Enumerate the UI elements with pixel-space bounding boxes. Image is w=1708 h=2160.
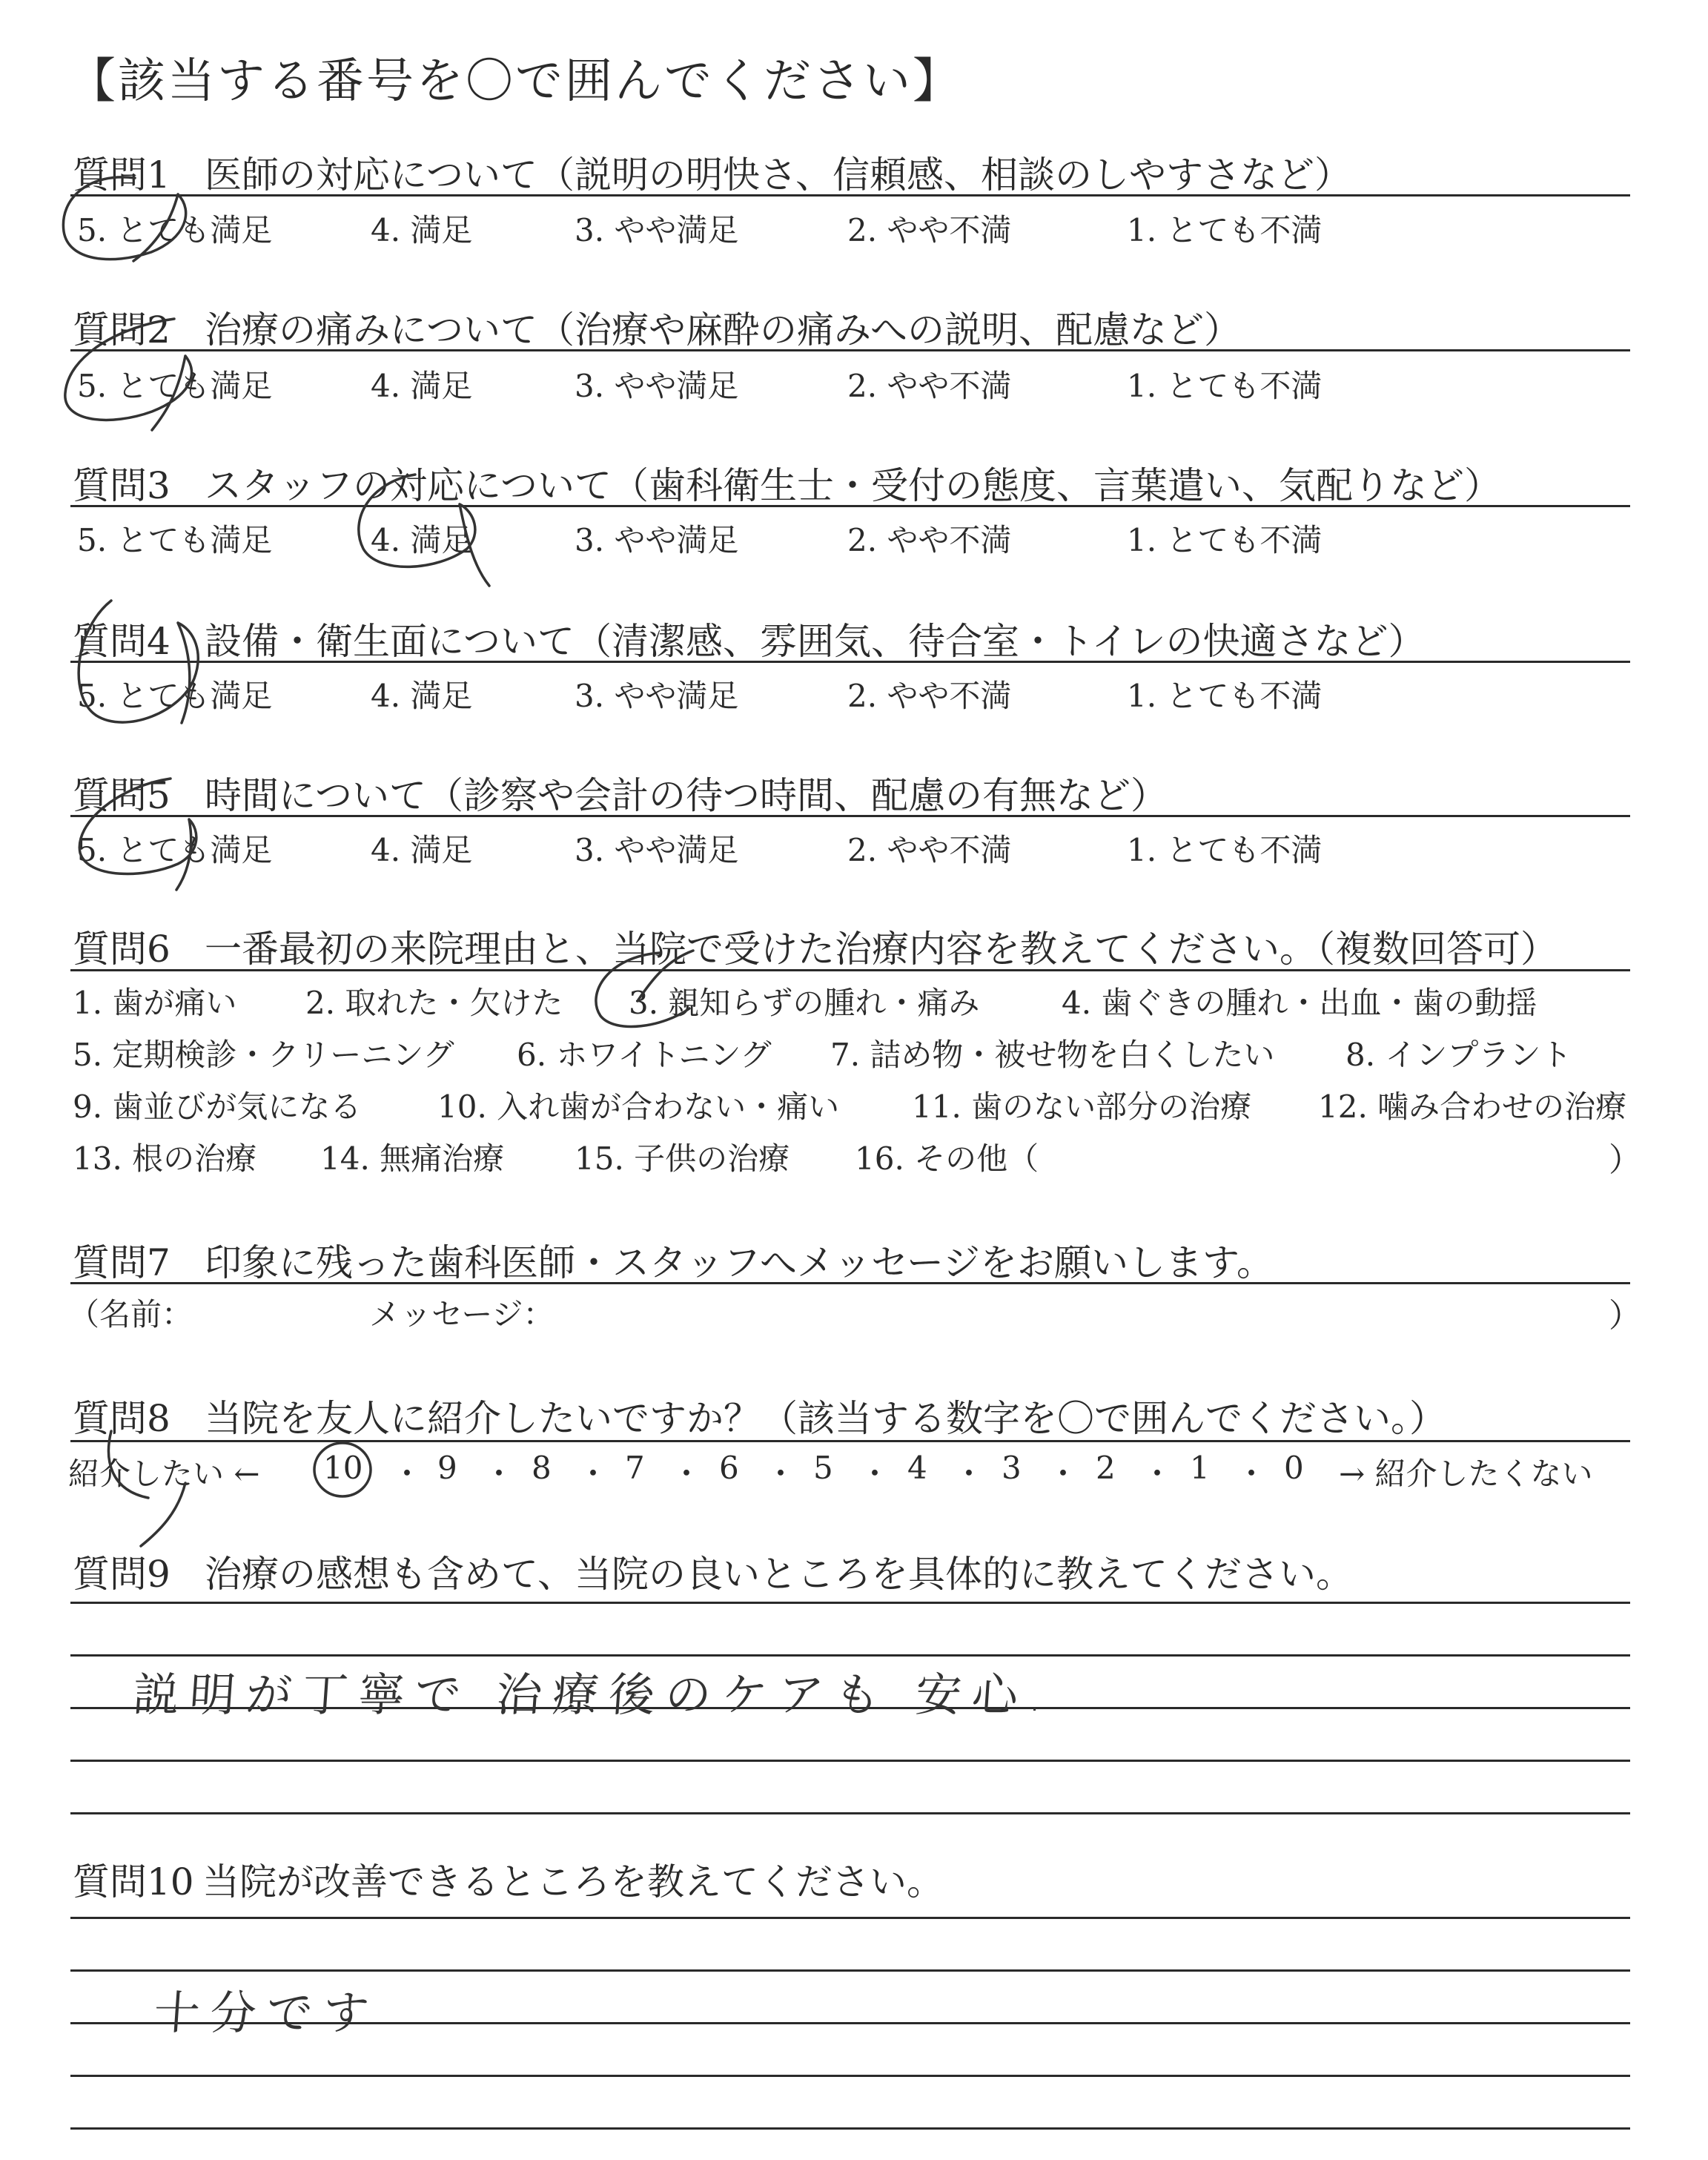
q8-left-label: 紹介したい ← xyxy=(68,1456,260,1492)
question-1-rule xyxy=(70,194,1630,196)
question-8-number: 質問8 xyxy=(73,1397,171,1440)
question-3-number: 質問3 xyxy=(73,464,171,507)
q8-right-label: → 紹介したくない xyxy=(1339,1456,1593,1492)
question-1-number: 質問1 xyxy=(73,153,171,196)
q6-option-15[interactable]: 15. 子供の治療 xyxy=(575,1140,790,1177)
question-3-rule xyxy=(70,505,1630,507)
q8-sep: ・ xyxy=(391,1456,423,1492)
question-10-heading xyxy=(73,1852,944,1906)
q7-name-label[interactable]: （名前： xyxy=(68,1296,193,1332)
q9-answer-line-1 xyxy=(70,1602,1630,1604)
question-3-heading xyxy=(73,456,1501,509)
question-5-number: 質問5 xyxy=(73,774,171,817)
question-6-rule xyxy=(70,969,1630,971)
question-10-text: 当院が改善できるところを教えてください。 xyxy=(202,1860,944,1903)
q3-option-4[interactable]: 4. 満足 xyxy=(371,522,473,558)
q7-close-paren: ） xyxy=(1609,1297,1641,1335)
q2-option-2[interactable]: 2. やや不満 xyxy=(847,368,1012,404)
q8-sep: ・ xyxy=(859,1456,891,1492)
q8-score-4[interactable]: 4 xyxy=(907,1450,927,1486)
q1-option-5[interactable]: 5. とても満足 xyxy=(77,212,273,248)
q8-score-7[interactable]: 7 xyxy=(625,1450,645,1486)
q3-option-2[interactable]: 2. やや不満 xyxy=(847,522,1012,558)
q8-score-3[interactable]: 3 xyxy=(1002,1450,1022,1486)
question-7-number: 質問7 xyxy=(73,1241,171,1284)
question-9-number: 質問9 xyxy=(73,1553,171,1596)
q2-option-3[interactable]: 3. やや満足 xyxy=(575,368,739,404)
question-4-heading xyxy=(73,612,1426,665)
q6-option-3[interactable]: 3. 親知らずの腫れ・痛み xyxy=(629,985,980,1021)
q6-option-9[interactable]: 9. 歯並びが気になる xyxy=(73,1089,362,1125)
q8-score-10[interactable]: 10 xyxy=(323,1450,363,1486)
question-8-rule xyxy=(70,1440,1630,1442)
question-7-rule xyxy=(70,1282,1630,1284)
q10-handwritten-answer: 十分です xyxy=(152,1986,382,2040)
q8-score-0[interactable]: 0 xyxy=(1284,1450,1304,1486)
q3-option-1[interactable]: 1. とても不満 xyxy=(1127,522,1323,558)
q6-option-12[interactable]: 12. 噛み合わせの治療 xyxy=(1318,1089,1627,1125)
q6-option-6[interactable]: 6. ホワイトニング xyxy=(517,1037,772,1073)
q5-option-4[interactable]: 4. 満足 xyxy=(371,832,473,868)
q6-option-10[interactable]: 10. 入れ歯が合わない・痛い xyxy=(437,1089,840,1125)
q4-option-1[interactable]: 1. とても不満 xyxy=(1127,678,1323,714)
q2-option-5[interactable]: 5. とても満足 xyxy=(77,368,273,404)
question-6-text: 一番最初の来院理由と、当院で受けた治療内容を教えてください。（複数回答可） xyxy=(205,928,1558,971)
question-2-text: 治療の痛みについて（治療や麻酔の痛みへの説明、配慮など） xyxy=(205,308,1241,351)
q1-option-2[interactable]: 2. やや不満 xyxy=(847,212,1012,248)
q8-sep: ・ xyxy=(765,1456,797,1492)
q8-sep: ・ xyxy=(953,1456,985,1492)
q5-option-2[interactable]: 2. やや不満 xyxy=(847,832,1012,868)
question-4-text: 設備・衛生面について（清潔感、雰囲気、待合室・トイレの快適さなど） xyxy=(205,620,1426,663)
q4-option-3[interactable]: 3. やや満足 xyxy=(575,678,739,714)
q10-answer-line-1 xyxy=(70,1917,1630,1919)
q8-sep: ・ xyxy=(1047,1456,1079,1492)
q6-option-7[interactable]: 7. 詰め物・被せ物を白くしたい xyxy=(830,1037,1275,1073)
q6-option-1[interactable]: 1. 歯が痛い xyxy=(73,985,237,1021)
q4-option-4[interactable]: 4. 満足 xyxy=(371,678,473,714)
q8-sep: ・ xyxy=(671,1456,703,1492)
q8-sep: ・ xyxy=(483,1456,515,1492)
q4-option-2[interactable]: 2. やや不満 xyxy=(847,678,1012,714)
question-10-number: 質問10 xyxy=(73,1860,194,1903)
q6-other-close-paren: ） xyxy=(1609,1141,1641,1179)
question-2-number: 質問2 xyxy=(73,308,171,351)
question-1-heading xyxy=(73,145,1351,199)
q9-answer-line-2 xyxy=(70,1654,1630,1657)
q5-option-1[interactable]: 1. とても不満 xyxy=(1127,832,1323,868)
q3-option-3[interactable]: 3. やや満足 xyxy=(575,522,739,558)
question-5-text: 時間について（診察や会計の待つ時間、配慮の有無など） xyxy=(205,774,1168,817)
q8-sep: ・ xyxy=(577,1456,609,1492)
q1-option-3[interactable]: 3. やや満足 xyxy=(575,212,739,248)
q10-answer-line-2 xyxy=(70,1969,1630,1972)
question-4-number: 質問4 xyxy=(73,620,171,663)
q2-option-1[interactable]: 1. とても不満 xyxy=(1127,368,1323,404)
q7-message-label[interactable]: メッセージ： xyxy=(369,1296,555,1332)
question-3-text: スタッフの対応について（歯科衛生士・受付の態度、言葉遣い、気配りなど） xyxy=(205,464,1501,507)
q4-option-5[interactable]: 5. とても満足 xyxy=(77,678,273,714)
q6-option-16[interactable]: 16. その他（ xyxy=(855,1140,1039,1177)
q5-option-3[interactable]: 3. やや満足 xyxy=(575,832,739,868)
q6-option-2[interactable]: 2. 取れた・欠けた xyxy=(305,985,563,1021)
q10-answer-line-4 xyxy=(70,2075,1630,2077)
question-9-text: 治療の感想も含めて、当院の良いところを具体的に教えてください。 xyxy=(205,1553,1353,1596)
q10-answer-line-5 xyxy=(70,2127,1630,2130)
q6-option-5[interactable]: 5. 定期検診・クリーニング xyxy=(73,1037,454,1073)
question-8-heading xyxy=(73,1389,1446,1442)
q9-handwritten-answer: 説明が丁寧で 治療後のケアも 安心. xyxy=(131,1668,1056,1722)
q8-score-1[interactable]: 1 xyxy=(1190,1450,1210,1486)
question-7-heading xyxy=(73,1233,1274,1287)
q6-option-13[interactable]: 13. 根の治療 xyxy=(73,1140,257,1177)
q8-score-5[interactable]: 5 xyxy=(813,1450,833,1486)
question-6-number: 質問6 xyxy=(73,928,171,971)
q8-score-2[interactable]: 2 xyxy=(1096,1450,1116,1486)
q8-score-8[interactable]: 8 xyxy=(532,1450,552,1486)
q8-score-6[interactable]: 6 xyxy=(719,1450,739,1486)
question-1-text: 医師の対応について（説明の明快さ、信頼感、相談のしやすさなど） xyxy=(205,153,1351,196)
q8-sep: ・ xyxy=(1142,1456,1174,1492)
q6-option-14[interactable]: 14. 無痛治療 xyxy=(320,1140,505,1177)
q1-option-1[interactable]: 1. とても不満 xyxy=(1127,212,1323,248)
question-2-heading xyxy=(73,300,1241,354)
q2-option-4[interactable]: 4. 満足 xyxy=(371,368,473,404)
question-5-heading xyxy=(73,766,1168,819)
form-title: 【該当する番号を〇で囲んでください】 xyxy=(68,54,962,109)
q6-option-4[interactable]: 4. 歯ぐきの腫れ・出血・歯の動揺 xyxy=(1062,985,1537,1021)
q8-sep: ・ xyxy=(1236,1456,1268,1492)
question-8-text: 当院を友人に紹介したいですか？（該当する数字を〇で囲んでください。） xyxy=(205,1397,1446,1440)
question-7-text: 印象に残った歯科医師・スタッフへメッセージをお願いします。 xyxy=(205,1241,1274,1284)
question-2-rule xyxy=(70,349,1630,351)
q3-option-5[interactable]: 5. とても満足 xyxy=(77,522,273,558)
q6-option-11[interactable]: 11. 歯のない部分の治療 xyxy=(912,1089,1252,1125)
question-4-rule xyxy=(70,661,1630,663)
q9-answer-line-5 xyxy=(70,1812,1630,1814)
question-5-rule xyxy=(70,815,1630,817)
q8-score-9[interactable]: 9 xyxy=(437,1450,457,1486)
q9-answer-line-4 xyxy=(70,1760,1630,1762)
question-6-heading xyxy=(73,919,1558,973)
q6-option-8[interactable]: 8. インプラント xyxy=(1345,1037,1572,1073)
q1-option-4[interactable]: 4. 満足 xyxy=(371,212,473,248)
q5-option-5[interactable]: 5. とても満足 xyxy=(77,832,273,868)
question-9-heading xyxy=(73,1545,1353,1598)
